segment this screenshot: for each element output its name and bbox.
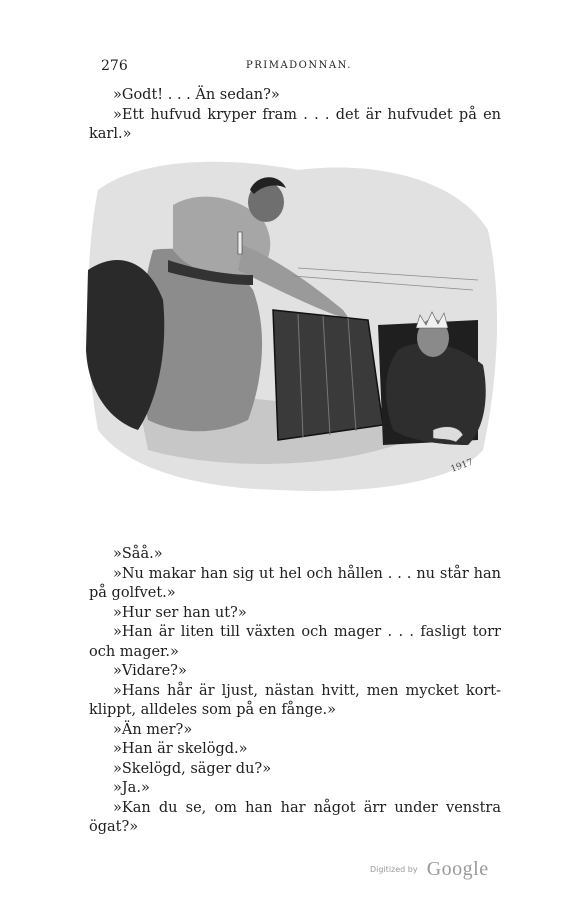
digitization-watermark: [370, 858, 489, 881]
paragraph: »Hur ser han ut?»: [113, 604, 247, 621]
paragraph: »Hans hår är ljust, nästan hvitt, men mycket kort-klippt, alldeles som på en fånge.»: [89, 682, 501, 718]
paragraph: »Ja.»: [113, 780, 150, 796]
paragraph: »Än mer?»: [113, 721, 193, 738]
google-logo: Google: [426, 858, 489, 880]
paragraph: »Vidare?»: [113, 663, 187, 679]
paragraph: »Skelögd, säger du?»: [113, 760, 272, 777]
illustration: [78, 150, 508, 500]
running-title: PRIMADONNAN.: [246, 60, 352, 71]
paragraph: »Kan du se, om han har något ärr under venstra ögat?»: [89, 799, 501, 835]
paragraph: »Såå.»: [113, 546, 163, 562]
candle-icon: [238, 232, 242, 254]
paragraph: »Ett hufvud kryper fram . . . det är hufvudet på en karl.»: [89, 106, 501, 142]
digitized-by-label: Digitized by: [370, 865, 418, 874]
paragraph: »Godt! . . . Än sedan?»: [113, 87, 280, 103]
paragraph: »Nu makar han sig ut hel och hållen . . . nu står han på golfvet.»: [89, 565, 501, 601]
top-text-block: [89, 86, 501, 145]
page-header: [101, 58, 501, 76]
illustrator-signature: 1917: [449, 457, 475, 475]
trapdoor-lid: [273, 310, 383, 440]
paragraph: »Han är skelögd.»: [113, 741, 248, 757]
page-number: 276: [101, 58, 128, 74]
paragraph: »Han är liten till växten och mager . . . fasligt torr och mager.»: [89, 624, 501, 660]
bottom-text-block: [89, 545, 501, 838]
